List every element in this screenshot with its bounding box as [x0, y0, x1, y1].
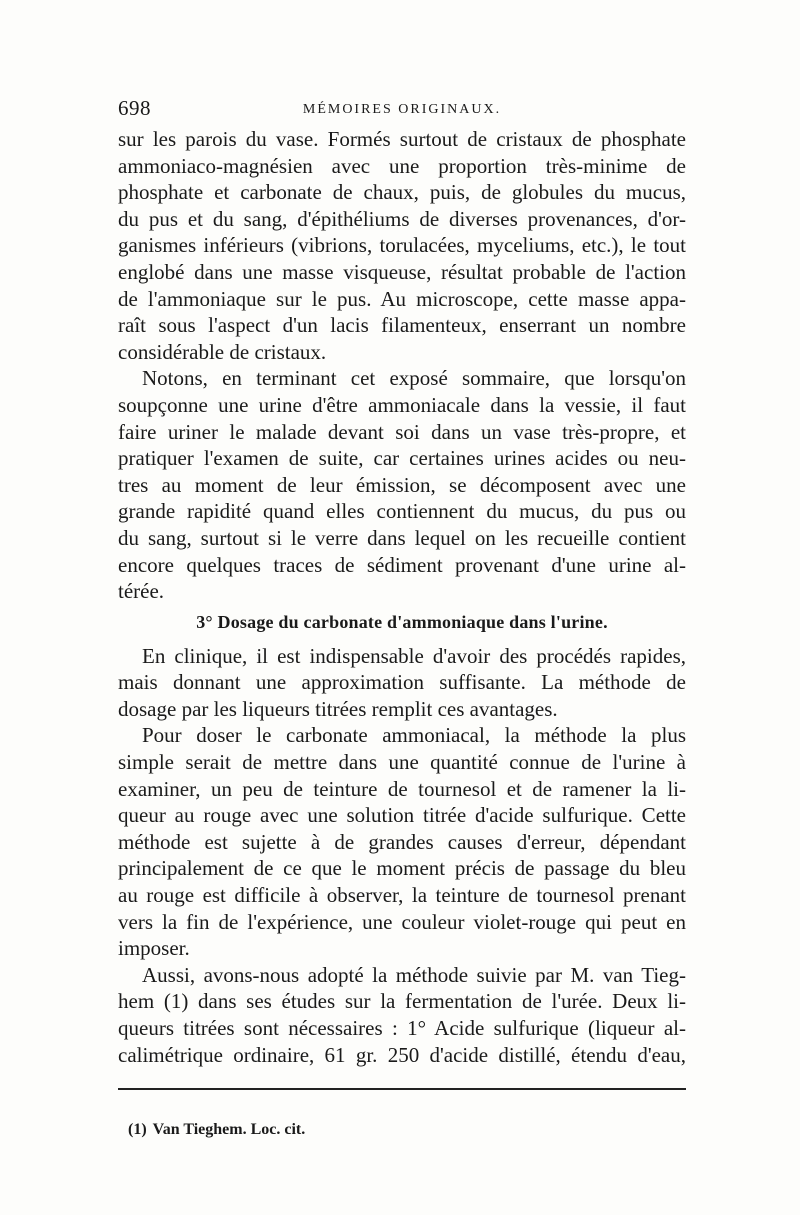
footnote	[128, 1121, 305, 1139]
text-line: méthode est sujette à de grandes causes d'erreur, dépendant	[118, 829, 686, 854]
text-line: térée.	[118, 579, 165, 604]
text-line: dosage par les liqueurs titrées remplit ces avantages.	[118, 696, 558, 721]
text-line: englobé dans une masse visqueuse, résultat probable de l'action	[118, 259, 686, 284]
text-line: du sang, surtout si le verre dans lequel on les recueille contient	[118, 525, 686, 550]
text-line: hem (1) dans ses études sur la fermentation de l'urée. Deux li-	[118, 989, 686, 1014]
footnote-text: Van Tieghem. Loc. cit.	[152, 1121, 306, 1138]
text-line: mais donnant une approximation suffisante. La méthode de	[118, 670, 686, 695]
footnote-divider	[118, 1088, 686, 1090]
text-line: tres au moment de leur émission, se décomposent avec une	[118, 472, 686, 497]
text-line: du pus et du sang, d'épithéliums de diverses provenances, d'or-	[118, 206, 686, 231]
text-line: grande rapidité quand elles contiennent du mucus, du pus ou	[118, 499, 686, 524]
paragraph-first-line: Notons, en terminant cet exposé sommaire, que lorsqu'on	[142, 366, 686, 391]
text-line: au rouge est difficile à observer, la teinture de tournesol prenant	[118, 883, 686, 908]
text-line: considérable de cristaux.	[118, 339, 327, 364]
text-line: queurs titrées sont nécessaires : 1° Acide sulfurique (liqueur al-	[118, 1016, 686, 1040]
text-line: sur les parois du vase. Formés surtout de cristaux de phosphate	[118, 127, 686, 151]
text-line: principalement de ce que le moment précis de passage du bleu	[118, 856, 686, 881]
body-text	[118, 126, 686, 1068]
text-line: ganismes inférieurs (vibrions, torulacées, myceliums, etc.), le tout	[118, 233, 686, 258]
text-line: faire uriner le malade devant soi dans un vase très-propre, et	[118, 419, 686, 444]
text-line: raît sous l'aspect d'un lacis filamenteux, enserrant un nombre	[118, 313, 686, 338]
running-title: MÉMOIRES ORIGINAUX.	[302, 102, 502, 117]
text-line: phosphate et carbonate de chaux, puis, de globules du mucus,	[118, 180, 686, 205]
footnote-mark: (1)	[128, 1121, 147, 1138]
text-line: encore quelques traces de sédiment provenant d'une urine al-	[118, 552, 686, 577]
paragraph-first-line: Aussi, avons-nous adopté la méthode suivie par M. van Tieg-	[142, 962, 686, 987]
running-header	[118, 96, 686, 126]
text-line: simple serait de mettre dans une quantité connue de l'urine à	[118, 750, 686, 775]
text-line: vers la fin de l'expérience, une couleur violet-rouge qui peut en	[118, 909, 686, 934]
text-line: calimétrique ordinaire, 61 gr. 250 d'acide distillé, étendu d'eau,	[118, 1042, 686, 1067]
text-line: queur au rouge avec une solution titrée d'acide sulfurique. Cette	[118, 803, 686, 828]
paragraph-first-line: En clinique, il est indispensable d'avoir des procédés rapides,	[142, 643, 686, 668]
text-line: imposer.	[118, 936, 190, 961]
text-line: soupçonne une urine d'être ammoniacale dans la vessie, il faut	[118, 392, 686, 417]
text-line: pratiquer l'examen de suite, car certaines urines acides ou neu-	[118, 446, 686, 471]
section-heading: 3° Dosage du carbonate d'ammoniaque dans l'urine.	[196, 611, 608, 632]
text-line: ammoniaco-magnésien avec une proportion très-minime de	[118, 153, 686, 178]
text-line: de l'ammoniaque sur le pus. Au microscope, cette masse appa-	[118, 286, 686, 311]
text-line: examiner, un peu de teinture de tournesol et de ramener la li-	[118, 776, 686, 801]
page-number: 698	[118, 96, 151, 120]
paragraph-first-line: Pour doser le carbonate ammoniacal, la méthode la plus	[142, 723, 686, 748]
